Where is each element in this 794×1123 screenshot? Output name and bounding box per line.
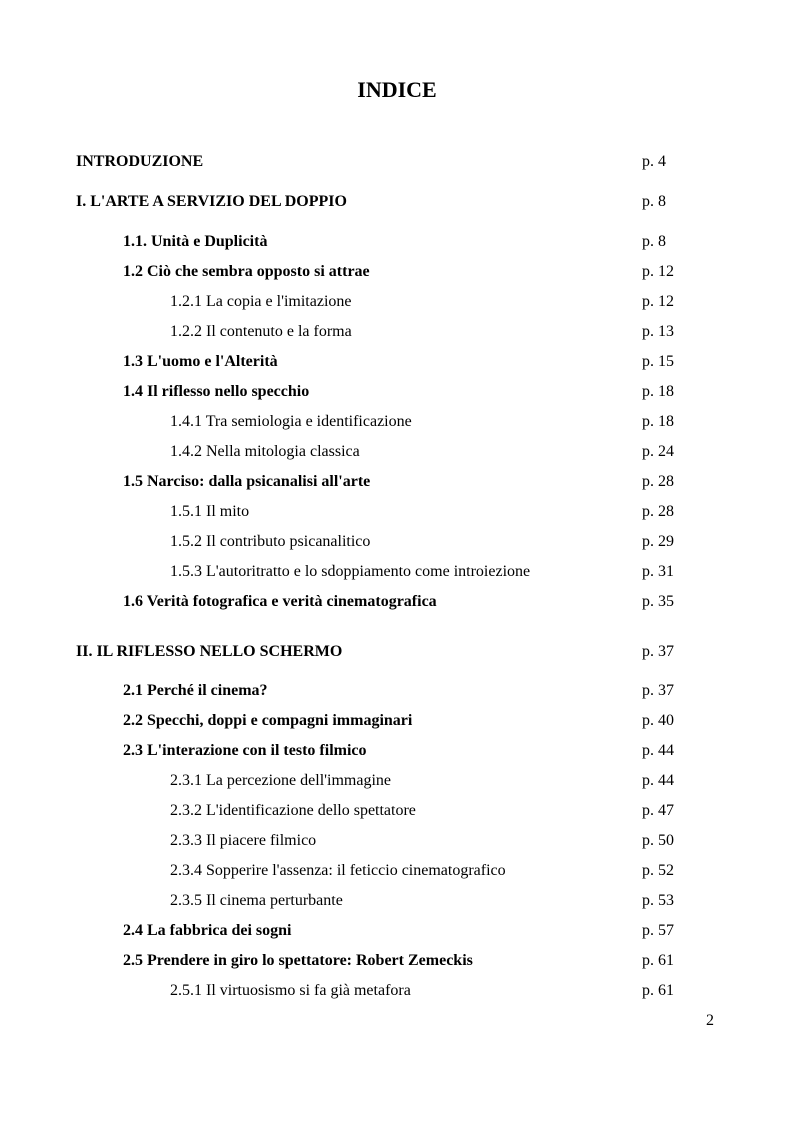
toc-entry <box>0 411 794 433</box>
toc-entry <box>0 261 794 283</box>
toc-entry-label: 1.2.1 La copia e l'imitazione <box>170 293 352 310</box>
toc-entry <box>0 321 794 343</box>
page-title: INDICE <box>357 77 437 102</box>
toc-entry <box>0 740 794 762</box>
toc-entry-label: 1.2.2 Il contenuto e la forma <box>170 323 352 340</box>
toc-entry-page: p. 8 <box>642 233 666 250</box>
toc-entry-label: 2.5 Prendere in giro lo spettatore: Robert Zemeckis <box>123 952 473 969</box>
toc-entry <box>0 920 794 942</box>
toc-entry-page: p. 53 <box>642 892 674 909</box>
toc-entry-label: II. IL RIFLESSO NELLO SCHERMO <box>76 643 343 660</box>
toc-entry-page: p. 61 <box>642 952 674 969</box>
toc-entry-label: 2.1 Perché il cinema? <box>123 682 268 699</box>
toc-entry-page: p. 12 <box>642 293 674 310</box>
toc-entry <box>0 351 794 373</box>
toc-entry <box>0 441 794 463</box>
toc-entry-page: p. 44 <box>642 772 674 789</box>
toc-entry-label: INTRODUZIONE <box>76 153 204 170</box>
toc-entry-page: p. 15 <box>642 353 674 370</box>
toc-entry <box>0 641 794 663</box>
toc-entry-label: 1.3 L'uomo e l'Alterità <box>123 353 278 370</box>
toc-entry-page: p. 50 <box>642 832 674 849</box>
toc-entry <box>0 151 794 173</box>
toc-entry <box>0 710 794 732</box>
toc-entry <box>0 950 794 972</box>
toc-entry <box>0 471 794 493</box>
toc-entry-label: 2.3 L'interazione con il testo filmico <box>123 742 367 759</box>
toc-entry-label: 1.2 Ciò che sembra opposto si attrae <box>123 263 370 280</box>
toc-entry-label: 2.3.3 Il piacere filmico <box>170 832 317 849</box>
toc-entry-page: p. 31 <box>642 563 674 580</box>
toc-entry <box>0 770 794 792</box>
toc-entry-label: 2.2 Specchi, doppi e compagni immaginari <box>123 712 413 729</box>
toc-entry <box>0 501 794 523</box>
toc-entry-page: p. 57 <box>642 922 674 939</box>
toc-entry-page: p. 24 <box>642 443 674 460</box>
toc-entry <box>0 231 794 253</box>
toc-entry-label: 2.4 La fabbrica dei sogni <box>123 922 292 939</box>
toc-entry-label: 1.5.3 L'autoritratto e lo sdoppiamento come introiezione <box>170 563 531 580</box>
toc-entry-label: 2.3.2 L'identificazione dello spettatore <box>170 802 416 819</box>
toc-entry <box>0 381 794 403</box>
toc-entry <box>0 800 794 822</box>
toc-entry-page: p. 4 <box>642 153 666 170</box>
toc-entry <box>0 890 794 912</box>
toc-entry-label: 1.5.2 Il contributo psicanalitico <box>170 533 371 550</box>
toc-entry-page: p. 61 <box>642 982 674 999</box>
toc-entry-page: p. 40 <box>642 712 674 729</box>
toc-entry-page: p. 37 <box>642 643 674 660</box>
toc-entry-page: p. 35 <box>642 593 674 610</box>
toc-entry-page: p. 8 <box>642 193 666 210</box>
toc-entry-page: p. 28 <box>642 503 674 520</box>
toc-entry-label: 1.5 Narciso: dalla psicanalisi all'arte <box>123 473 371 490</box>
toc-entry <box>0 291 794 313</box>
toc-entry <box>0 191 794 213</box>
toc-entry-page: p. 18 <box>642 413 674 430</box>
toc-entry-label: 2.5.1 Il virtuosismo si fa già metafora <box>170 982 411 999</box>
toc-entry-label: 1.4.2 Nella mitologia classica <box>170 443 360 460</box>
toc-entry-label: 1.4.1 Tra semiologia e identificazione <box>170 413 412 430</box>
toc-entry-page: p. 12 <box>642 263 674 280</box>
toc-entry-page: p. 18 <box>642 383 674 400</box>
page-number: 2 <box>706 1012 714 1029</box>
toc-entry-label: 1.5.1 Il mito <box>170 503 250 520</box>
toc-entry-page: p. 37 <box>642 682 674 699</box>
toc-entry <box>0 860 794 882</box>
toc-entry-page: p. 13 <box>642 323 674 340</box>
toc-entry-label: 2.3.4 Sopperire l'assenza: il feticcio cinematografico <box>170 862 506 879</box>
toc-entry-label: 2.3.1 La percezione dell'immagine <box>170 772 392 789</box>
toc-entry <box>0 591 794 613</box>
toc-entry <box>0 980 794 1002</box>
toc-entry-page: p. 28 <box>642 473 674 490</box>
toc-entry <box>0 531 794 553</box>
toc-entry <box>0 561 794 583</box>
toc-entry-label: 2.3.5 Il cinema perturbante <box>170 892 343 909</box>
toc-entry-page: p. 47 <box>642 802 674 819</box>
toc-entry-label: 1.1. Unità e Duplicità <box>123 233 268 250</box>
toc-entry-label: I. L'ARTE A SERVIZIO DEL DOPPIO <box>76 193 347 210</box>
toc-entry <box>0 680 794 702</box>
toc-entry-page: p. 29 <box>642 533 674 550</box>
toc-entry-page: p. 44 <box>642 742 674 759</box>
toc-entry-page: p. 52 <box>642 862 674 879</box>
toc-entry-label: 1.6 Verità fotografica e verità cinematografica <box>123 593 437 610</box>
toc-entry-label: 1.4 Il riflesso nello specchio <box>123 383 310 400</box>
toc-entry <box>0 830 794 852</box>
